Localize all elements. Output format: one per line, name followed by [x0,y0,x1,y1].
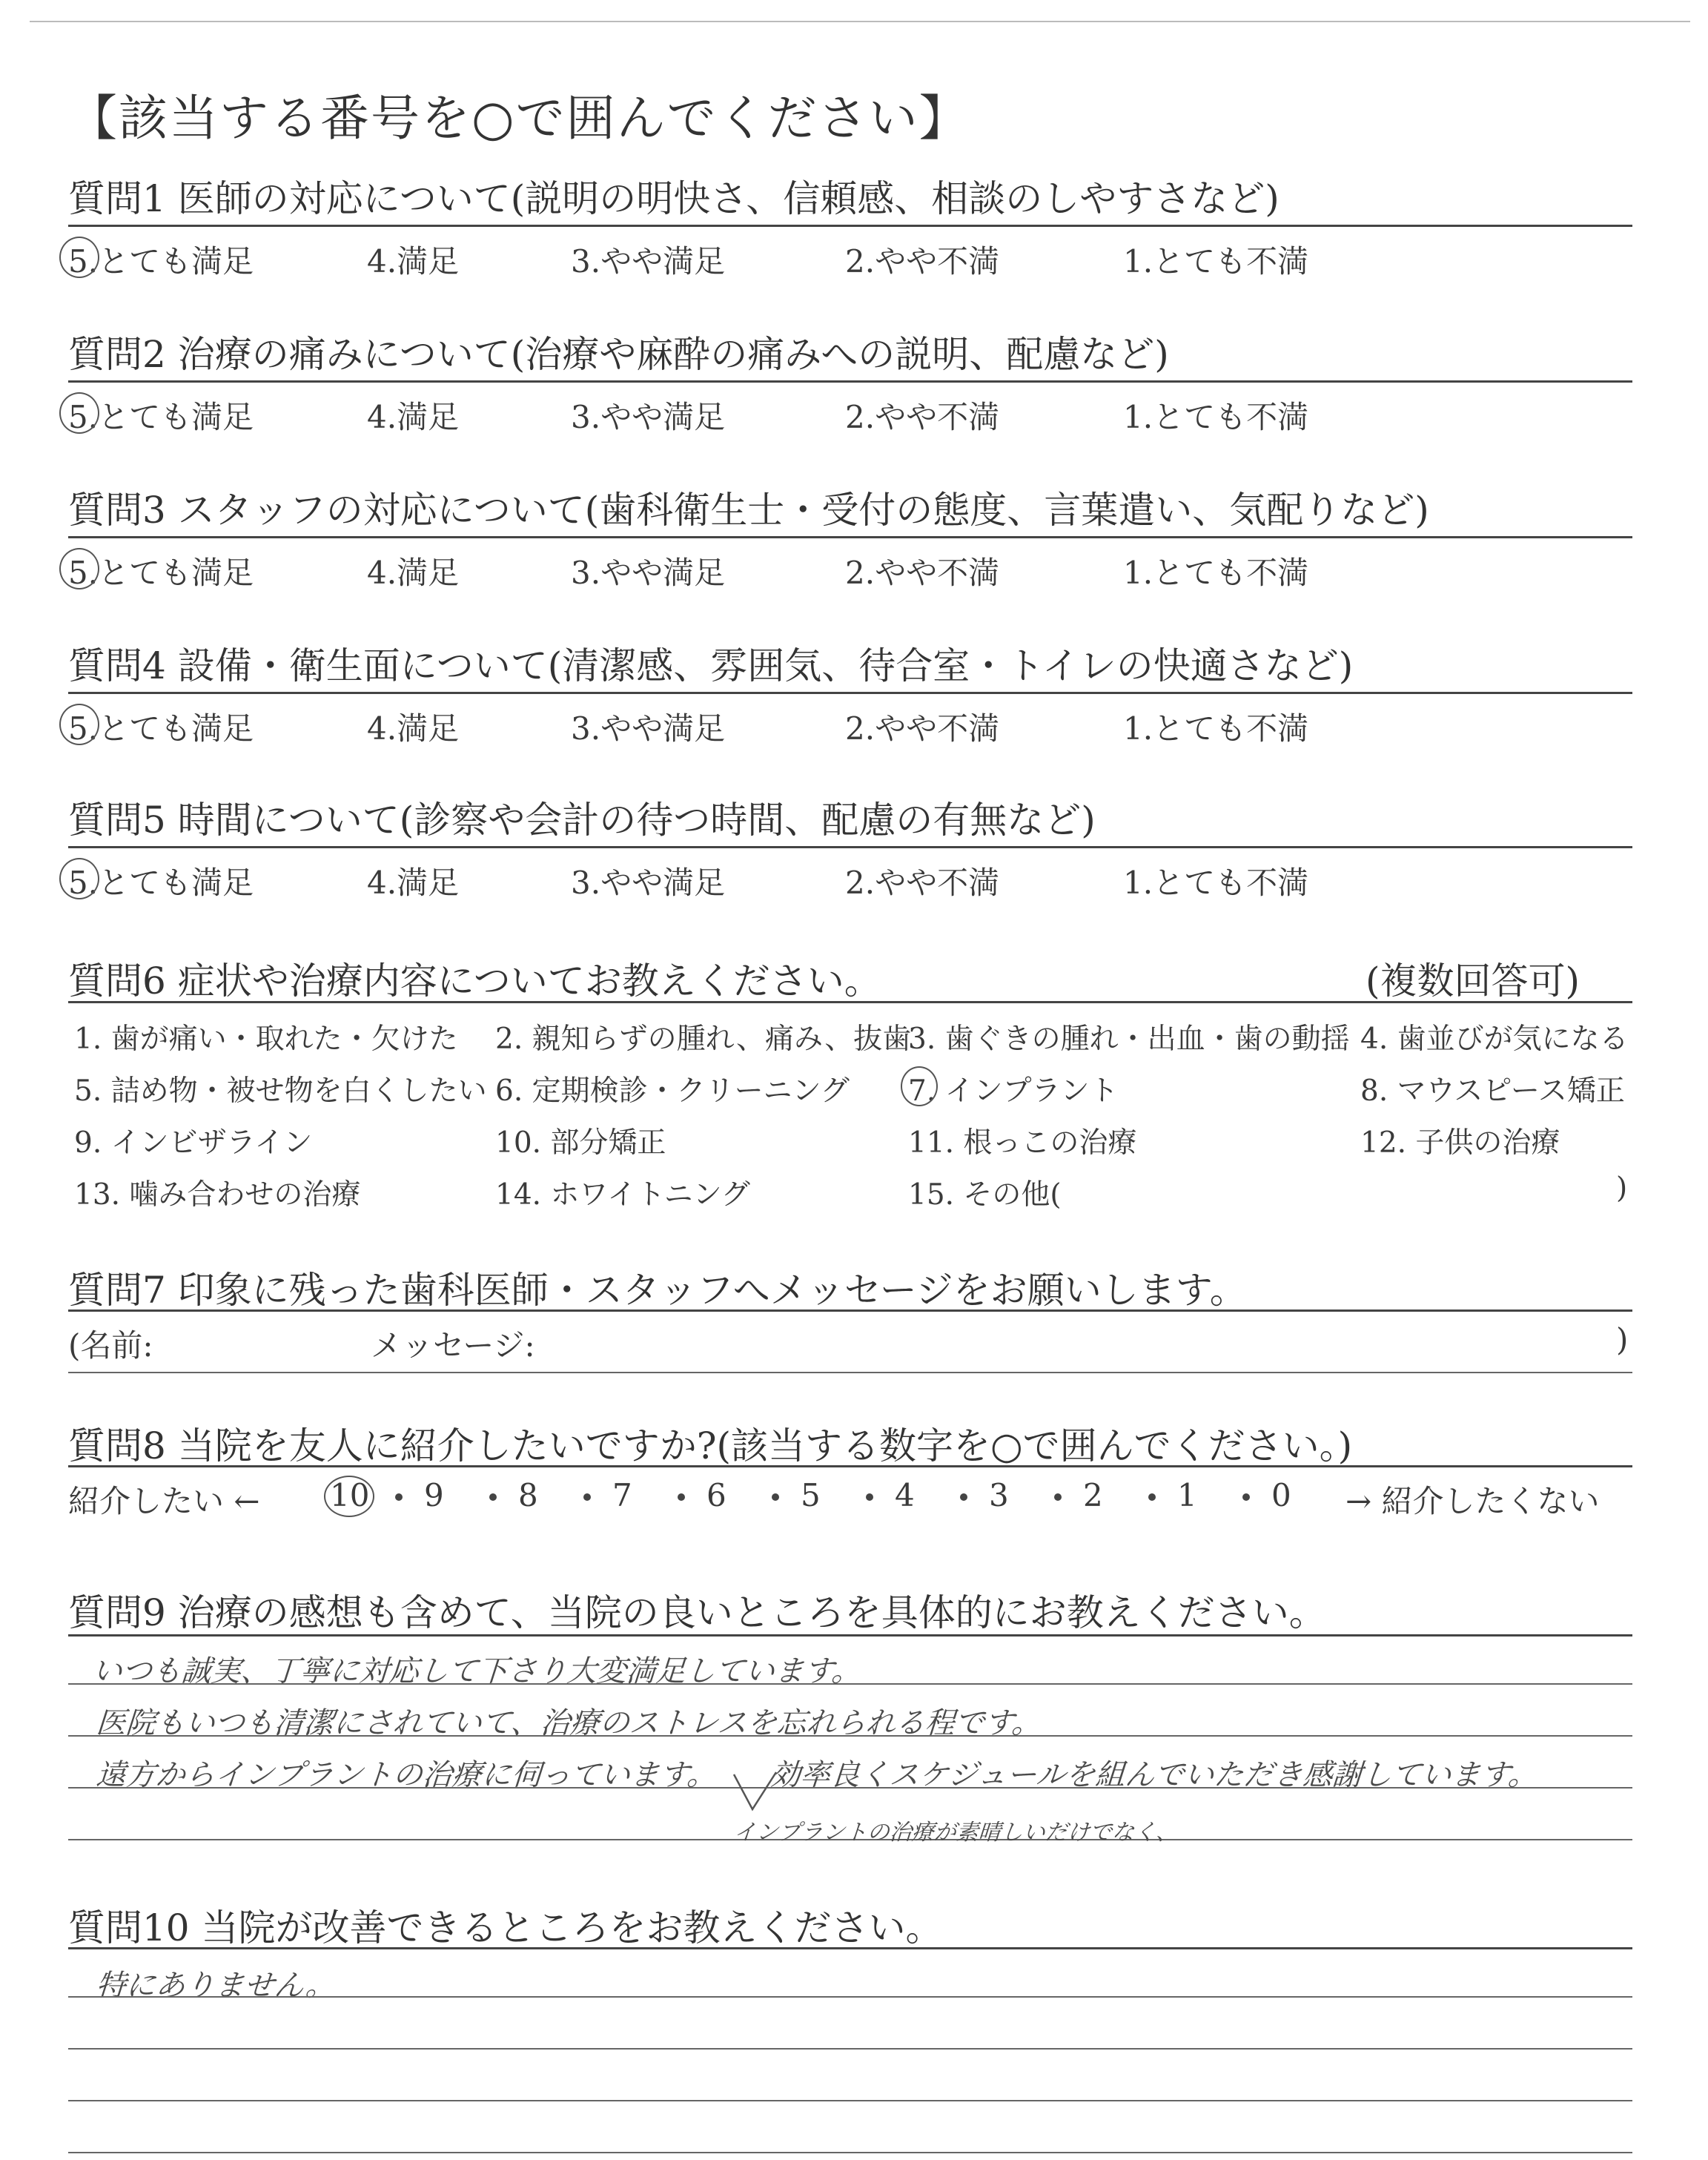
q3-option-3[interactable]: 3.やや満足 [571,555,726,591]
q8-scale-dot [489,1493,497,1501]
q4-option-1[interactable]: 1.とても不満 [1123,710,1309,747]
q3-option-1[interactable]: 1.とても不満 [1123,555,1309,591]
q4-option-2[interactable]: 2.やや不満 [845,710,1000,747]
q1-rule [68,225,1632,227]
page-top-edge [30,21,1690,22]
q3-rule [68,536,1632,538]
q2-option-3[interactable]: 3.やや満足 [571,399,726,435]
q8-scale-4[interactable]: 4 [895,1477,915,1513]
q8-scale-dot [866,1493,873,1501]
q2-rule [68,380,1632,383]
q8-scale-0[interactable]: 0 [1271,1477,1291,1513]
q3-answer-circle [59,548,99,589]
q5-option-3[interactable]: 3.やや満足 [571,865,726,901]
q8-scale-dot [678,1493,685,1501]
q4-title: 質問4 設備・衛生面について(清潔感、雰囲気、待合室・トイレの快適さなど) [68,644,1354,687]
q1-option-5[interactable]: 5.とても満足 [68,243,254,280]
q7-close-paren: ) [1616,1321,1629,1358]
q6-answer-circle [901,1066,938,1106]
q8-scale-3[interactable]: 3 [989,1477,1009,1513]
q8-scale-dot [395,1493,403,1501]
q10-title: 質問10 当院が改善できるところをお教えください。 [68,1906,943,1949]
q6-option-6[interactable]: 6. 定期検診・クリーニング [495,1074,850,1108]
q4-rule [68,692,1632,694]
q8-scale-dot [1148,1493,1156,1501]
q1-option-2[interactable]: 2.やや不満 [845,243,1000,280]
q5-option-2[interactable]: 2.やや不満 [845,865,1000,901]
q2-option-2[interactable]: 2.やや不満 [845,399,1000,435]
q4-option-4[interactable]: 4.満足 [367,710,460,747]
q8-scale-dot [960,1493,967,1501]
q6-option-3[interactable]: 3. 歯ぐきの腫れ・出血・歯の動揺 [908,1023,1350,1056]
q10-line-1 [68,1996,1632,1998]
q9-insertion-mark [730,1768,782,1820]
q4-answer-circle [59,704,99,745]
q7-title: 質問7 印象に残った歯科医師・スタッフへメッセージをお願いします。 [68,1269,1247,1312]
q6-option-4[interactable]: 4. 歯並びが気になる [1360,1023,1629,1056]
q7-name-label: (名前: [68,1327,153,1364]
q9-answer-line-1: いつも誠実、丁寧に対応して下さり大変満足しています。 [91,1654,863,1688]
q9-answer-line-3a: 遠方からインプラントの治療に伺っています。 [95,1758,718,1792]
q8-rule [68,1465,1632,1467]
q9-answer-line-3b: 効率良くスケジュールを組んでいただき感謝しています。 [769,1758,1539,1792]
q6-option-16: ) [1616,1172,1628,1205]
q6-option-15[interactable]: 15. その他( [908,1178,1062,1212]
q9-rule [68,1634,1632,1636]
q1-answer-circle [59,237,99,278]
form-title: 【該当する番号を○で囲んでください】 [68,90,970,147]
q8-scale-dot [1242,1493,1250,1501]
q10-line-3 [68,2100,1632,2101]
q3-option-2[interactable]: 2.やや不満 [845,555,1000,591]
q5-option-4[interactable]: 4.満足 [367,865,460,901]
q8-scale-dot [583,1493,591,1501]
q3-option-5[interactable]: 5.とても満足 [68,555,254,591]
q6-option-7[interactable]: 7. インプラント [908,1074,1119,1108]
q7-answer-rule [68,1372,1632,1373]
q4-option-5[interactable]: 5.とても満足 [68,710,254,747]
q1-option-4[interactable]: 4.満足 [367,243,460,280]
q9-answer-line-2: 医院もいつも清潔にされていて、治療のストレスを忘れられる程です。 [95,1706,1043,1740]
q9-title: 質問9 治療の感想も含めて、当院の良いところを具体的にお教えください。 [68,1591,1326,1634]
q10-rule [68,1947,1632,1949]
q6-option-13[interactable]: 13. 噛み合わせの治療 [74,1178,361,1212]
q8-scale-dot [1054,1493,1062,1501]
q8-title: 質問8 当院を友人に紹介したいですか?(該当する数字を○で囲んでください。) [68,1424,1353,1467]
q10-line-2 [68,2048,1632,2050]
q8-scale-6[interactable]: 6 [706,1477,726,1513]
q6-option-12[interactable]: 12. 子供の治療 [1360,1126,1560,1160]
q8-scale-5[interactable]: 5 [801,1477,821,1513]
q6-rule [68,1001,1632,1003]
q10-line-4 [68,2152,1632,2153]
q8-scale-1[interactable]: 1 [1177,1477,1197,1513]
q6-multiple-note: (複数回答可) [1366,960,1580,1003]
q2-option-4[interactable]: 4.満足 [367,399,460,435]
q3-title: 質問3 スタッフの対応について(歯科衛生士・受付の態度、言葉遣い、気配りなど) [68,489,1429,532]
q4-option-3[interactable]: 3.やや満足 [571,710,726,747]
q5-title: 質問5 時間について(診察や会計の待つ時間、配慮の有無など) [68,799,1096,842]
q2-option-1[interactable]: 1.とても不満 [1123,399,1309,435]
q1-title: 質問1 医師の対応について(説明の明快さ、信頼感、相談のしやすさなど) [68,177,1280,220]
q5-option-1[interactable]: 1.とても不満 [1123,865,1309,901]
q8-answer-circle [324,1476,374,1517]
q7-message-label: メッセージ: [371,1327,535,1364]
q6-option-9[interactable]: 9. インビザライン [74,1126,313,1160]
q8-scale-dot [772,1493,779,1501]
q6-option-2[interactable]: 2. 親知らずの腫れ、痛み、抜歯 [495,1023,912,1056]
q6-option-10[interactable]: 10. 部分矯正 [495,1126,666,1160]
q8-left-label: 紹介したい ← [68,1483,260,1519]
q8-right-label: → 紹介したくない [1345,1483,1600,1519]
q2-title: 質問2 治療の痛みについて(治療や麻酔の痛みへの説明、配慮など) [68,333,1169,376]
q5-answer-circle [59,858,99,899]
q6-option-14[interactable]: 14. ホワイトニング [495,1178,750,1212]
q3-option-4[interactable]: 4.満足 [367,555,460,591]
q8-scale-7[interactable]: 7 [612,1477,632,1513]
q5-option-5[interactable]: 5.とても満足 [68,865,254,901]
q8-scale-8[interactable]: 8 [518,1477,538,1513]
q6-option-1[interactable]: 1. 歯が痛い・取れた・欠けた [74,1023,458,1056]
q6-option-5[interactable]: 5. 詰め物・被せ物を白くしたい [74,1074,487,1108]
q6-option-8[interactable]: 8. マウスピース矯正 [1360,1074,1625,1108]
q2-answer-circle [59,392,99,434]
q8-scale-2[interactable]: 2 [1083,1477,1103,1513]
q6-option-11[interactable]: 11. 根っこの治療 [908,1126,1137,1160]
q8-scale-10[interactable]: 10 [330,1477,370,1513]
q9-answer-insertion: インプラントの治療が素晴しいだけでなく、 [732,1820,1179,1846]
q1-option-3[interactable]: 3.やや満足 [571,243,726,280]
q7-rule [68,1309,1632,1312]
q8-scale-9[interactable]: 9 [424,1477,444,1513]
q5-rule [68,846,1632,848]
q6-title: 質問6 症状や治療内容についてお教えください。 [68,960,881,1003]
q10-answer-line-1: 特にありません。 [95,1969,337,2003]
q1-option-1[interactable]: 1.とても不満 [1123,243,1309,280]
q2-option-5[interactable]: 5.とても満足 [68,399,254,435]
